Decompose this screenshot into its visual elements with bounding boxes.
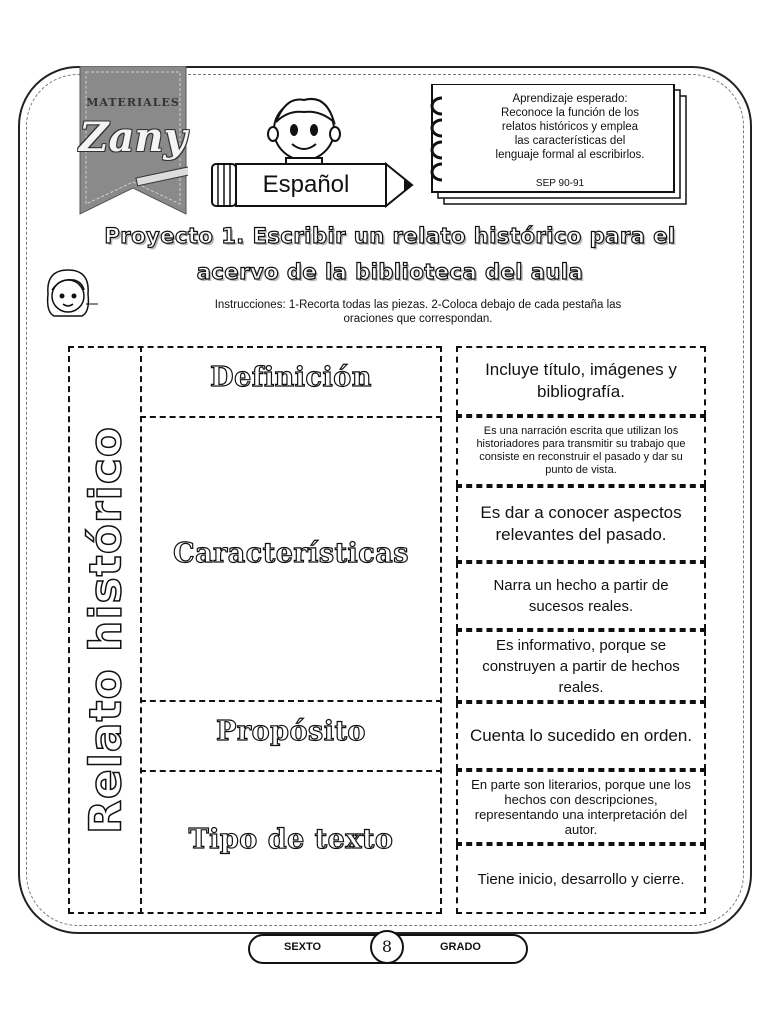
organizer-row-divider [140,770,442,772]
brand-ribbon [78,66,188,216]
answer-card[interactable]: Es dar a conocer aspectos relevantes del pasado. [456,486,706,562]
organizer-row-tipo-de-texto: Tipo de texto [188,824,394,855]
answer-card[interactable]: Es informativo, porque se construyen a partir de hechos reales. [456,630,706,702]
answer-card[interactable]: Cuenta lo sucedido en orden. [456,702,706,770]
instructions-line2: oraciones que correspondan. [343,313,493,325]
learning-objective-line: las características del [514,135,626,147]
answer-card[interactable]: Narra un hecho a partir de sucesos reales. [456,562,706,630]
learning-objective-line: Aprendizaje esperado: [512,93,628,105]
organizer-row-definicion: Definición [210,362,372,393]
instructions-line1: Instrucciones: 1-Recorta todas las piezas. 2-Coloca debajo de cada pestaña las [214,299,622,311]
grade-label-left: SEXTO [284,941,322,953]
project-title-line1: Proyecto 1. Escribir un relato histórico para el [104,224,676,248]
organizer-vertical-title [70,346,142,914]
sep-source: SEP 90-91 [535,178,585,189]
instructions [112,298,724,326]
project-title-line2: acervo de la biblioteca del aula [196,260,584,284]
organizer-row-divider [140,700,442,702]
organizer-vertical-title-text: Relato histórico [80,425,132,835]
brand-logo-text: Zany [79,114,187,161]
brand-top-text: MATERIALES [86,96,180,109]
page-number: 8 [370,930,404,964]
answer-card[interactable]: Tiene inicio, desarrollo y cierre. [456,844,706,914]
answer-card[interactable]: Incluye título, imágenes y bibliografía. [456,346,706,416]
learning-objective-line: lenguaje formal al escribirlos. [495,149,645,161]
project-title [60,218,720,290]
learning-objective-line: relatos históricos y emplea [501,121,639,133]
subject-label: Español [262,171,350,198]
organizer-row-proposito: Propósito [216,716,366,747]
grade-label-right: GRADO [440,941,481,953]
learning-objective-line: Reconoce la función de los [500,107,640,119]
learning-objective [458,92,682,162]
answer-card[interactable]: En parte son literarios, porque une los hechos con descripciones, representando una interpretación del autor. [456,770,706,844]
cartoon-girl-icon [38,264,98,324]
answer-card[interactable]: Es una narración escrita que utilizan los historiadores para transmitir su trabajo que consiste en reconstruir el pasado y dar su punto de vista. [456,416,706,486]
grade-footer [248,934,528,968]
organizer-row-divider [140,416,442,418]
organizer-row-caracteristicas: Características [173,538,409,569]
